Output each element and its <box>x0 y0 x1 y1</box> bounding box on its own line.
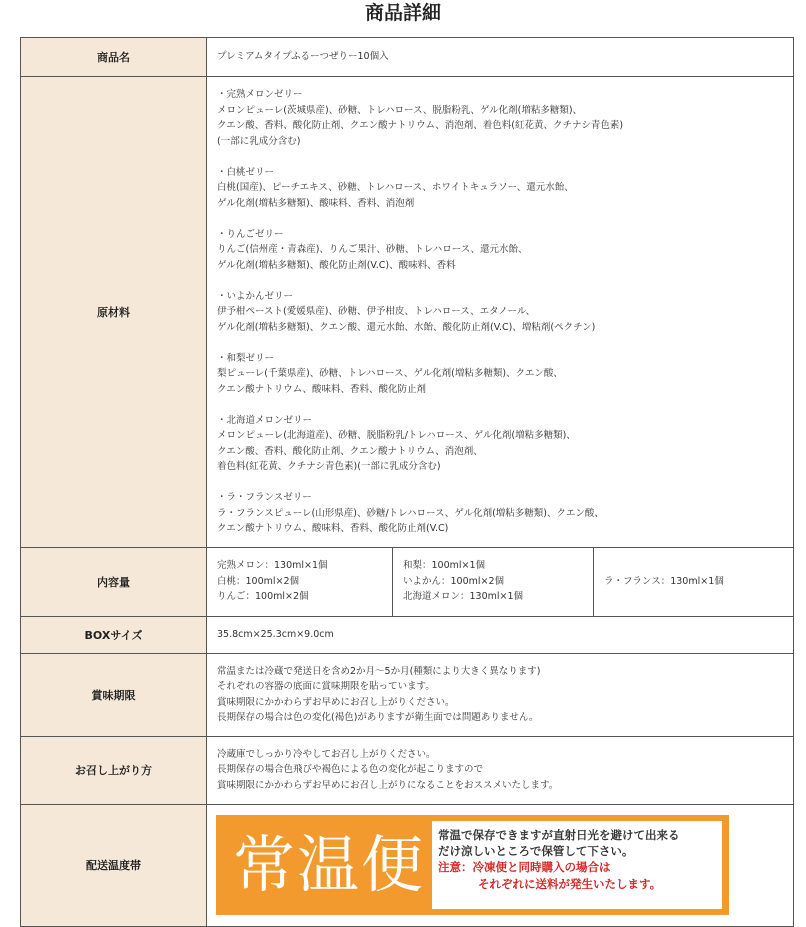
volume-column-3: ラ・フランス：130ml×1個 <box>604 575 724 587</box>
ingredient-hokkaido-melon: ・北海道メロンゼリー メロンピューレ(北海道産)、砂糖、脱脂粉乳/トレハロース、ゲル化剤(増粘多糖類)、 クエン酸、香料、酸化防止剤、クエン酸ナトリウム、消泡剤、 着色料(紅花黄、クチナシ青色素)(一部に乳成分含む) <box>217 414 576 472</box>
ambient-delivery-title: 常温便 <box>232 828 425 901</box>
table-row-volume <box>21 547 794 616</box>
table-row-box <box>21 616 794 653</box>
table-row-name <box>21 38 794 77</box>
product-detail-table <box>20 37 794 927</box>
label-expiry: 賞味期限 <box>21 653 207 736</box>
label-volume: 内容量 <box>21 547 207 616</box>
ingredient-apple: ・りんごゼリー りんご(信州産・青森産)、りんご果汁、砂糖、トレハロース、還元水飴、 ゲル化剤(増粘多糖類)、酸化防止剤(V.C)、酸味料、香料 <box>217 228 528 271</box>
shipping-warning-line2: それぞれに送料が発生いたします。 <box>478 877 662 891</box>
ingredient-pear: ・和梨ゼリー 梨ピューレ(千葉県産)、砂糖、トレハロース、ゲル化剤(増粘多糖類)、クエン酸、 クエン酸ナトリウム、酸味料、香料、酸化防止剤 <box>217 352 563 395</box>
table-row-expiry <box>21 653 794 736</box>
volume-column-2: 和梨：100ml×1個 いよかん：100ml×2個 北海道メロン：130ml×1個 <box>393 548 594 616</box>
value-delivery <box>207 804 794 926</box>
value-box-size: 35.8cm×25.3cm×9.0cm <box>207 616 794 653</box>
value-serving: 冷蔵庫でしっかり冷やしてお召し上がりください。 長期保存の場合色飛びや褐色による色の変化が起こりますので 賞味期限にかかわらずお早めにお召し上がりになることをおススメいたします。 <box>207 736 794 804</box>
label-ingredients: 原材料 <box>21 77 207 548</box>
ingredient-melon: ・完熟メロンゼリー メロンピューレ(茨城県産)、砂糖、トレハロース、脱脂粉乳、ゲル化剤(増粘多糖類)、 クエン酸、香料、酸化防止剤、クエン酸ナトリウム、消泡剤、着色料(紅花黄、クチナシ青色素) (一部に乳成分含む) <box>217 89 624 147</box>
table-row-serving <box>21 736 794 804</box>
storage-notice-line2: だけ涼しいところで保管して下さい。 <box>438 844 634 858</box>
table-row-delivery <box>21 804 794 926</box>
value-ingredients <box>207 77 794 548</box>
label-box-size: BOXサイズ <box>21 616 207 653</box>
value-product-name: プレミアムタイプふるーつぜりー10個入 <box>207 38 794 77</box>
volume-column-1: 完熟メロン：130ml×1個 白桃：100ml×2個 りんご：100ml×2個 <box>207 548 393 616</box>
ingredient-la-france: ・ラ・フランスゼリー ラ・フランスピューレ(山形県産)、砂糖/トレハロース、ゲル化剤(増粘多糖類)、クエン酸、 クエン酸ナトリウム、酸味料、香料、酸化防止剤(V.C) <box>217 492 604 534</box>
value-expiry: 常温または冷蔵で発送日を含め2か月～5か月(種類により大きく異なります) それぞれの容器の底面に賞味期限を貼っています。 賞味期限にかかわらずお早めにお召し上がりください。 長期保存の場合は色の変化(褐色)がありますが衛生面では問題ありません。 <box>207 653 794 736</box>
label-delivery: 配送温度帯 <box>21 804 207 926</box>
ambient-delivery-banner <box>216 815 729 915</box>
label-product-name: 商品名 <box>21 38 207 77</box>
delivery-notice-box <box>432 821 722 909</box>
value-volume <box>207 547 794 616</box>
table-row-ingredients <box>21 77 794 548</box>
ingredient-iyokan: ・いよかんゼリー 伊予柑ペースト(愛媛県産)、砂糖、伊予柑皮、トレハロース、エタノール、 ゲル化剤(増粘多糖類)、クエン酸、還元水飴、水飴、酸化防止剤(V.C)、増粘剤(ペクチン) <box>217 290 596 333</box>
storage-notice-line1: 常温で保存できますが直射日光を避けて出来る <box>438 828 680 842</box>
ingredient-peach: ・白桃ゼリー 白桃(国産)、ピーチエキス、砂糖、トレハロース、ホワイトキュラソー、還元水飴、 ゲル化剤(増粘多糖類)、酸味料、香料、消泡剤 <box>217 166 574 209</box>
label-serving: お召し上がり方 <box>21 736 207 804</box>
shipping-warning-line1: 注意：冷凍便と同時購入の場合は <box>438 860 611 874</box>
page-title: 商品詳細 <box>364 2 441 24</box>
